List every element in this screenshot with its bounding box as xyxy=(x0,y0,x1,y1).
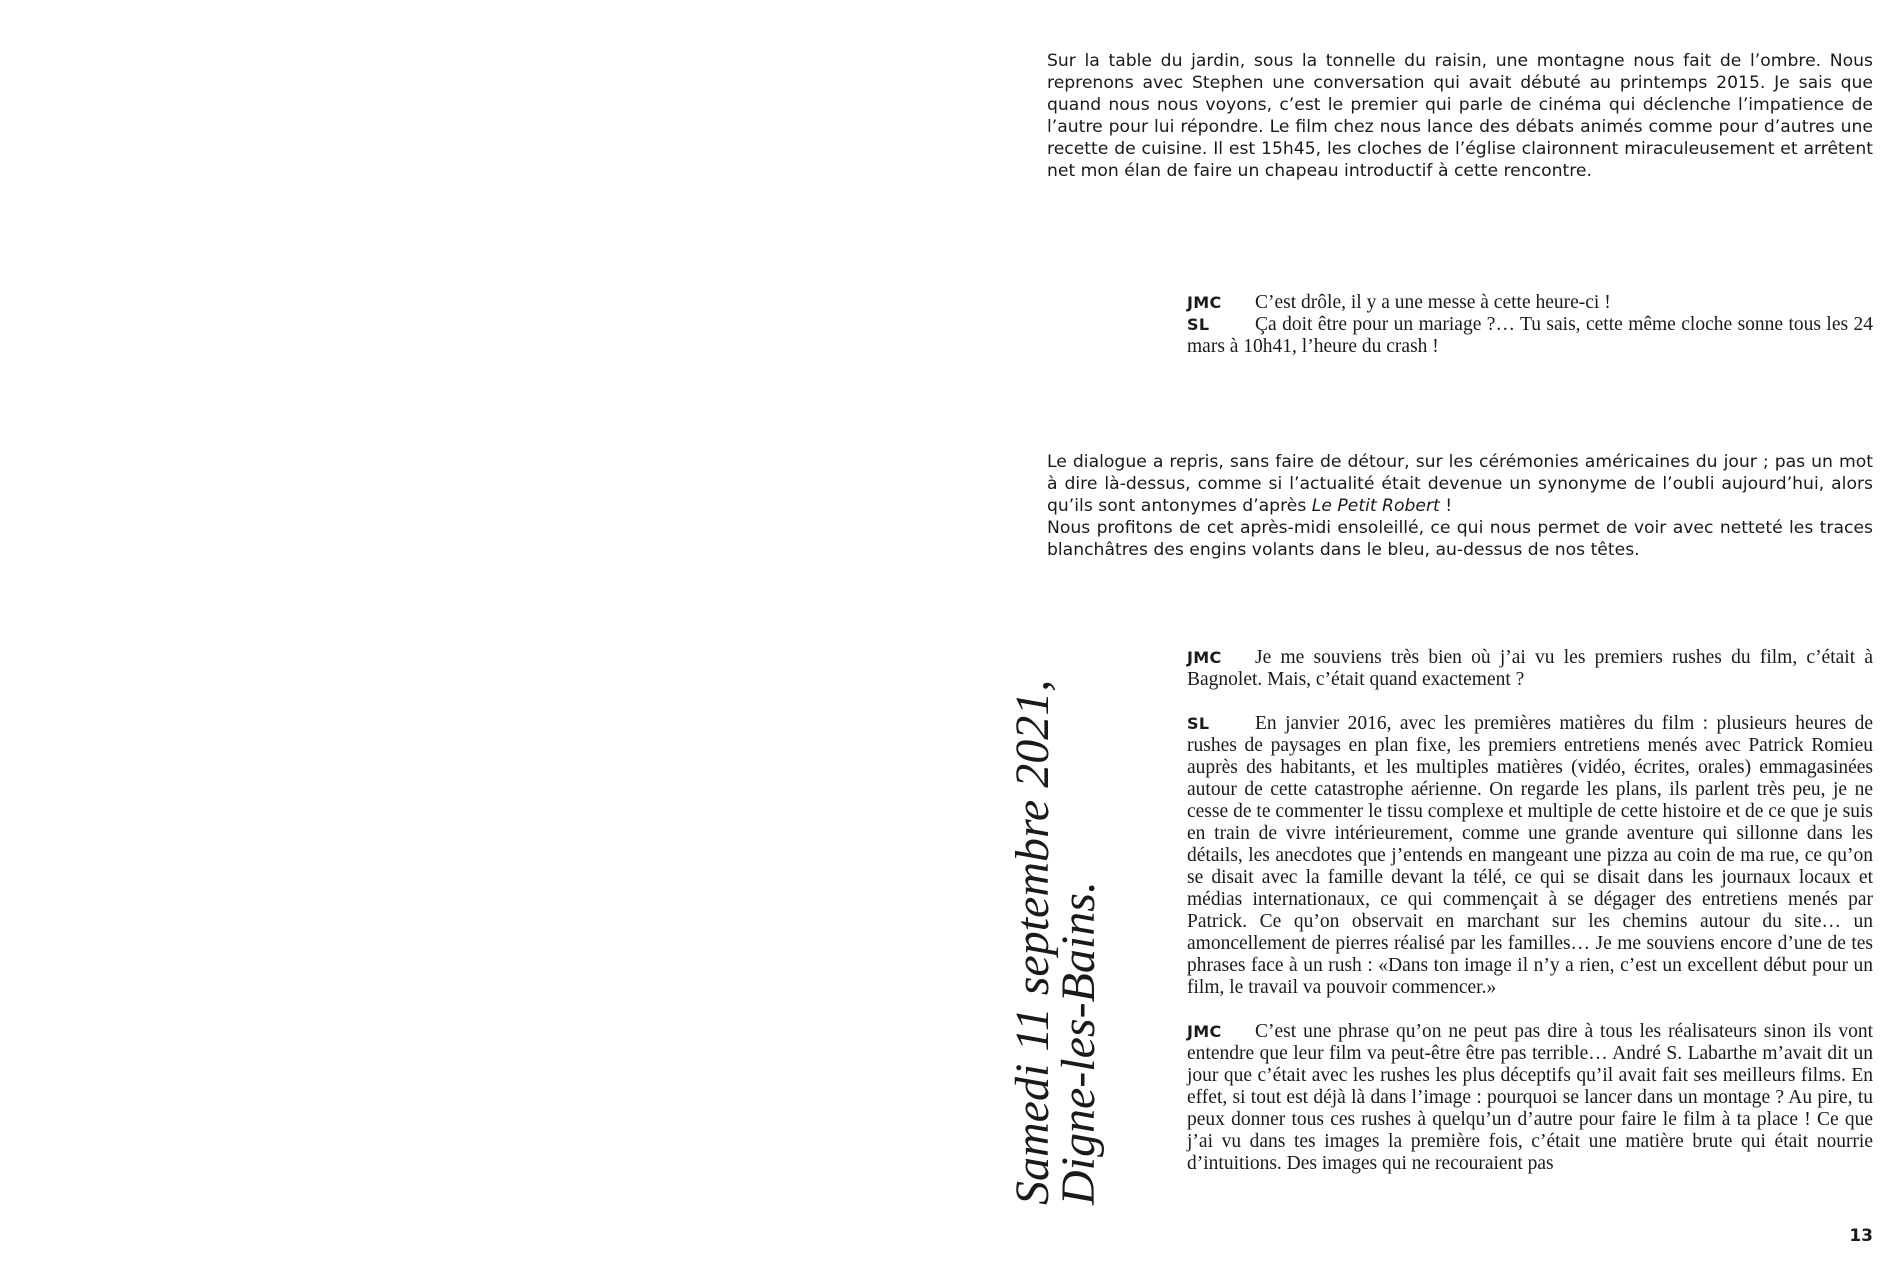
dialogue-text: Ça doit être pour un mariage ?… Tu sais, cette même cloche sonne tous les 24 mars à 10h41, l’heure du crash ! xyxy=(1187,314,1873,357)
middle-text: Le dialogue a repris, sans faire de détour, sur les cérémonies américaines du jour ; pas un mot à dire là-dessus, comme si l’actualité était devenue un synonyme de l’oubli aujourd’hui, alors qu’ils sont antonymes d’après xyxy=(1047,452,1873,516)
dialogue-text: C’est drôle, il y a une messe à cette heure-ci ! xyxy=(1255,292,1611,313)
dialogue-entry xyxy=(1187,314,1873,358)
dialogue-block-1 xyxy=(1187,292,1873,358)
speaker-label: JMC xyxy=(1187,293,1222,312)
dialogue-entry xyxy=(1187,713,1873,999)
intro-paragraph: Sur la table du jardin, sous la tonnelle du raisin, une montagne nous fait de l’ombre. Nous reprenons avec Stephen une conversation qui avait débuté au printemps 2015. Je sais que quand nous nous voyons, c’est le premier qui parle de cinéma qui déclenche l’impatience de l’autre pour lui répondre. Le film chez nous lance des débats animés comme pour d’autres une recette de cuisine. Il est 15h45, les cloches de l’église claironnent miraculeusement et arrêtent net mon élan de faire un chapeau introductif à cette rencontre. xyxy=(1047,51,1873,181)
dialogue-block-2 xyxy=(1187,647,1873,1175)
middle-second-line: Nous profitons de cet après-midi ensoleillé, ce qui nous permet de voir avec netteté les traces blanchâtres des engins volants dans le bleu, au-dessus de nos têtes. xyxy=(1047,518,1873,560)
book-title: Le Petit Robert xyxy=(1311,496,1440,516)
page-number: 13 xyxy=(1849,1226,1873,1246)
side-title-line-2: Digne-les-Bains. xyxy=(1052,881,1105,1205)
dialogue-entry xyxy=(1187,1021,1873,1175)
speaker-label: JMC xyxy=(1187,1022,1222,1041)
dialogue-entry xyxy=(1187,647,1873,691)
side-title-line-1: Samedi 11 septembre 2021, xyxy=(1006,679,1059,1205)
dialogue-text: Je me souviens très bien où j’ai vu les premiers rushes du film, c’était à Bagnolet. Mais, c’était quand exactement ? xyxy=(1187,647,1873,690)
speaker-label: JMC xyxy=(1187,648,1222,667)
middle-text-end: ! xyxy=(1439,496,1453,516)
dialogue-entry xyxy=(1187,292,1873,314)
side-date-title xyxy=(1006,679,1105,1205)
dialogue-text: En janvier 2016, avec les premières matières du film : plusieurs heures de rushes de paysages en plan fixe, les premiers entretiens menés avec Patrick Romieu auprès des habitants, et les multiples matières (vidéo, écrites, orales) emmagasinées autour de cette catastrophe aérienne. On regarde les plans, ils parlent très peu, je ne cesse de te commenter le tissu complexe et multiple de cette histoire et de ce que je suis en train de vivre intérieurement, comme une grande aventure qui sillonne dans les détails, les anecdotes que j’entends en mangeant une pizza au coin de ma rue, ce qu’on se disait avec la famille devant la télé, ce qui se disait dans les journaux locaux et médias internationaux, ce qui commençait à se dégager des entretiens menés par Patrick. Ce qu’on observait en marchant sur les chemins autour du site… un amoncellement de pierres réalisé par les familles… Je me souviens encore d’une de tes phrases face à un rush : «Dans ton image il n’y a rien, c’est un excellent début pour un film, le travail va pouvoir commencer.» xyxy=(1187,713,1873,998)
dialogue-text: C’est une phrase qu’on ne peut pas dire à tous les réalisateurs sinon ils vont entendre que leur film va peut-être être pas terrible… André S. Labarthe m’avait dit un jour que c’était avec les rushes les plus déceptifs qu’il avait fait ses meilleurs films. En effet, si tout est déjà là dans l’image : pourquoi se lancer dans un montage ? Au pire, tu peux donner tous ces rushes à quelqu’un d’autre pour faire le film à ta place ! Ce que j’ai vu dans tes images la première fois, c’était une matière brute qui était nourrie d’intuitions. Des images qui ne recouraient pas xyxy=(1187,1021,1873,1174)
speaker-label: SL xyxy=(1187,714,1210,733)
middle-paragraph xyxy=(1047,451,1873,561)
speaker-label: SL xyxy=(1187,315,1210,334)
